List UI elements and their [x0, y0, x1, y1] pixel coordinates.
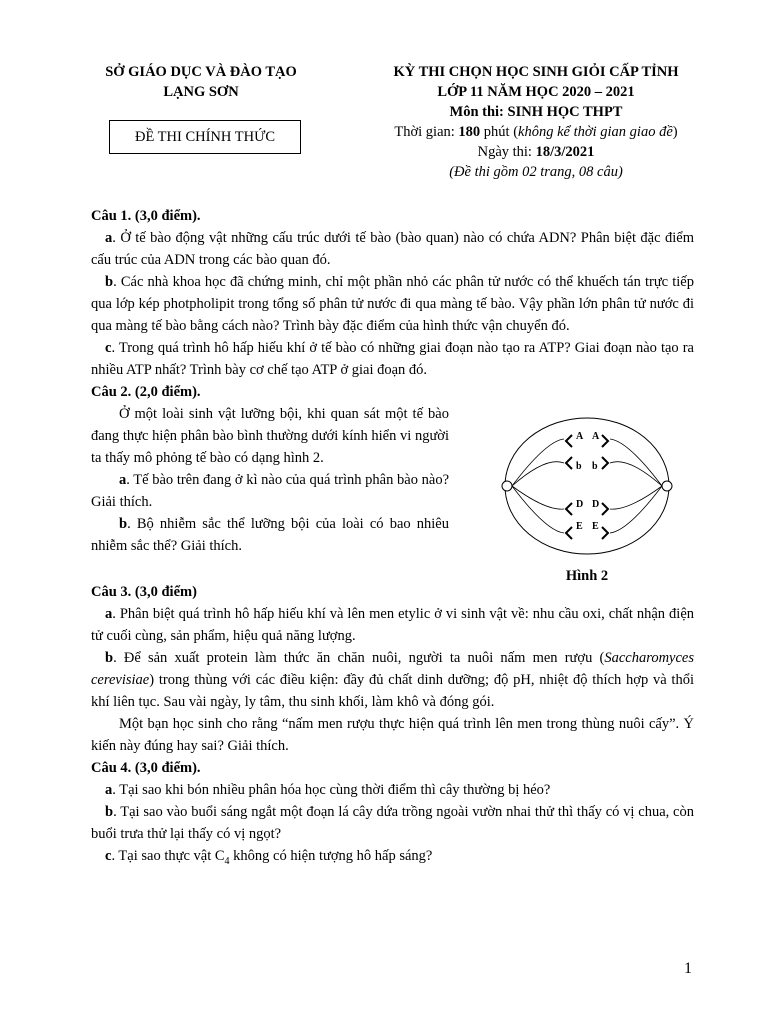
q3-part-a: a. Phân biệt quá trình hô hấp hiếu khí và lên men etylic ở vi sinh vật về: nhu cầu oxi, chất nhận điện tử cuối cùng, sản phẩm, hiệu quả năng lượng.: [91, 606, 694, 644]
q2-text: [91, 403, 449, 557]
chromosome-label-a-left: A: [576, 431, 584, 442]
q1-part-c: c. Trong quá trình hô hấp hiếu khí ở tế bào có những giai đoạn nào tạo ra ATP? Giai đoạn nào tạo ra nhiều ATP nhất? Trình bày cơ chế tạo ATP ở giai đoạn đó.: [91, 340, 694, 378]
time-close: ): [672, 124, 678, 140]
subject-label: Môn thi:: [449, 104, 504, 120]
q2-intro: Ở một loài sinh vật lưỡng bội, khi quan sát một tế bào đang thực hiện phân bào bình thường dưới kính hiển vi người ta thấy mô phỏng tế bào có dạng hình 2.: [91, 406, 449, 466]
q4-part-a: a. Tại sao khi bón nhiều phân hóa học cùng thời điểm thì cây thường bị héo?: [105, 782, 551, 798]
department-header: [82, 62, 320, 102]
subject-line: [352, 102, 720, 122]
date-value: 18/3/2021: [535, 144, 595, 160]
q3-part-b: b. Để sản xuất protein làm thức ăn chăn nuôi, người ta nuôi nấm men rượu (Saccharomyces cerevisiae) trong thùng với các điều kiện: đầy đủ chất dinh dưỡng; độ pH, nhiệt độ thích hợp và thổi khí liên tục. Sau vài ngày, ly tâm, thu sinh khối, làm khô và đóng gói.: [91, 650, 694, 710]
exam-header: [352, 62, 720, 182]
date-line: [352, 142, 720, 162]
q4-title: Câu 4. (3,0 điểm).: [91, 760, 201, 776]
cell-division-diagram: [496, 411, 678, 561]
grade-year: LỚP 11 NĂM HỌC 2020 – 2021: [437, 84, 635, 100]
q3-opinion: Một bạn học sinh cho rằng “nấm men rượu thực hiện quá trình lên men trong thùng nuôi cấy”. Ý kiến này đúng hay sai? Giải thích.: [91, 716, 694, 754]
department-name: SỞ GIÁO DỤC VÀ ĐÀO TẠO: [105, 64, 297, 80]
chromosome-label-e-right: E: [592, 521, 599, 532]
date-label: Ngày thi:: [477, 144, 532, 160]
q1-part-b: b. Các nhà khoa học đã chứng minh, chỉ một phần nhỏ các phân tử nước có thể khuếch tán trực tiếp qua lớp kép photpholipit trong tổng số phân tử nước đi qua màng tế bào. Vậy phần lớn phân tử nước đi qua màng tế bào bằng cách nào? Trình bày đặc điểm của hình thức vận chuyển đó.: [91, 274, 694, 334]
exam-title: KỲ THI CHỌN HỌC SINH GIỎI CẤP TỈNH: [393, 64, 679, 80]
q2-block: [91, 403, 694, 584]
page-number: 1: [684, 960, 692, 977]
time-unit: phút (: [483, 124, 519, 140]
chromosome-label-b-left: b: [576, 461, 582, 472]
time-value: 180: [458, 124, 481, 140]
q1-part-a: a. Ở tế bào động vật những cấu trúc dưới tế bào (bào quan) nào có chứa ADN? Phân biệt đặc điểm cấu trúc của ADN trong các bào quan đó.: [91, 230, 694, 268]
figure-2: [483, 411, 691, 587]
chromosome-label-e-left: E: [576, 521, 583, 532]
q3-title: Câu 3. (3,0 điểm): [91, 584, 197, 600]
q4-part-c: c. Tại sao thực vật $C_4$ không có hiện tượng hô hấp sáng?: [105, 848, 433, 867]
chromosome-label-b-right: b: [592, 461, 598, 472]
time-line: [352, 122, 720, 142]
chromosome-label-a-right: A: [592, 431, 600, 442]
chromosome-label-d-left: D: [576, 499, 584, 510]
q1-title: Câu 1. (3,0 điểm).: [91, 208, 201, 224]
province-name: LẠNG SƠN: [163, 84, 239, 100]
time-label: Thời gian:: [394, 124, 455, 140]
species-name: Saccharomyces cerevisiae: [91, 650, 694, 688]
figure-caption: Hình 2: [565, 568, 609, 584]
chromosome-label-d-right: D: [592, 499, 600, 510]
q2-part-b: b. Bộ nhiễm sắc thể lưỡng bội của loài có bao nhiêu nhiễm sắc thể? Giải thích.: [91, 516, 449, 554]
exam-body: [91, 205, 694, 873]
q2-title: Câu 2. (2,0 điểm).: [91, 384, 201, 400]
q2-part-a: a. Tế bào trên đang ở kì nào của quá trình phân bào nào? Giải thích.: [91, 472, 449, 510]
time-note: không kể thời gian giao đề: [518, 124, 673, 140]
q4-part-b: b. Tại sao vào buổi sáng ngắt một đoạn lá cây dứa trồng ngoài vườn nhai thử thì thấy có vị chua, còn buổi trưa thử lại thấy có vị ngọt?: [91, 804, 694, 842]
official-exam-box: ĐỀ THI CHÍNH THỨC: [109, 120, 301, 154]
pages-note: (Đề thi gồm 02 trang, 08 câu): [449, 164, 623, 180]
subject-value: SINH HỌC THPT: [507, 104, 623, 120]
